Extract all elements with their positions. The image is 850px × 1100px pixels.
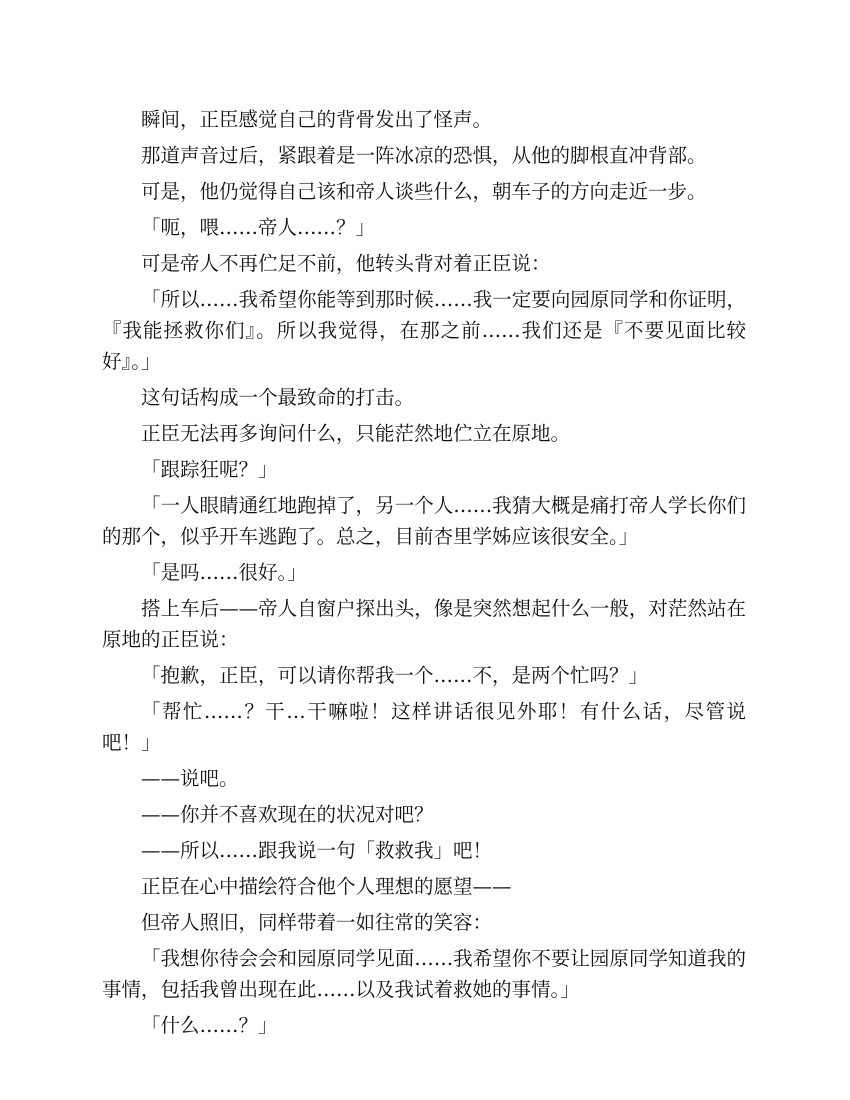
paragraph: 这句话构成一个最致命的打击。 [141, 386, 415, 409]
paragraph: ——所以……跟我说一句「救救我」吧！ [141, 839, 493, 862]
paragraph: 瞬间，正臣感觉自己的背骨发出了怪声。 [141, 108, 493, 131]
paragraph: 「帮忙……？干…干嘛啦！这样讲话很见外耶！有什么话，尽管说吧！」 [102, 700, 746, 754]
paragraph: 那道声音过后，紧跟着是一阵冰凉的恐惧，从他的脚根直冲背部。 [141, 144, 707, 167]
paragraph: 正臣在心中描绘符合他个人理想的愿望—— [141, 875, 512, 898]
paragraph: 「我想你待会会和园原同学见面……我希望你不要让园原同学知道我的事情，包括我曾出现在此……以及我试着救她的事情。」 [102, 947, 746, 1001]
paragraph: 可是帝人不再伫足不前，他转头背对着正臣说： [141, 252, 551, 275]
paragraph: 搭上车后——帝人自窗户探出头，像是突然想起什么一般，对茫然站在原地的正臣说： [102, 597, 746, 651]
paragraph: 「是吗……很好。」 [141, 561, 307, 584]
paragraph: 「所以……我希望你能等到那时候……我一定要向园原同学和你证明，『我能拯救你们』。所以我觉得，在那之前……我们还是『不要见面比较好』。」 [102, 288, 746, 373]
paragraph: 「跟踪狂呢？」 [141, 458, 278, 481]
document-body [102, 104, 746, 1046]
paragraph: 但帝人照旧，同样带着一如往常的笑容： [141, 911, 493, 934]
paragraph: 「呃，喂……帝人……？」 [141, 216, 376, 239]
paragraph: 「一人眼睛通红地跑掉了，另一个人……我猜大概是痛打帝人学长你们的那个，似乎开车逃跑了。总之，目前杏里学姊应该很安全。」 [102, 494, 746, 548]
paragraph: 「抱歉，正臣，可以请你帮我一个……不，是两个忙吗？」 [141, 664, 649, 687]
paragraph: 「什么……？」 [141, 1014, 278, 1037]
paragraph: 可是，他仍觉得自己该和帝人谈些什么，朝车子的方向走近一步。 [141, 180, 707, 203]
paragraph: ——你并不喜欢现在的状况对吧？ [141, 803, 434, 826]
paragraph: ——说吧。 [141, 767, 239, 790]
paragraph: 正臣无法再多询问什么，只能茫然地伫立在原地。 [141, 422, 571, 445]
